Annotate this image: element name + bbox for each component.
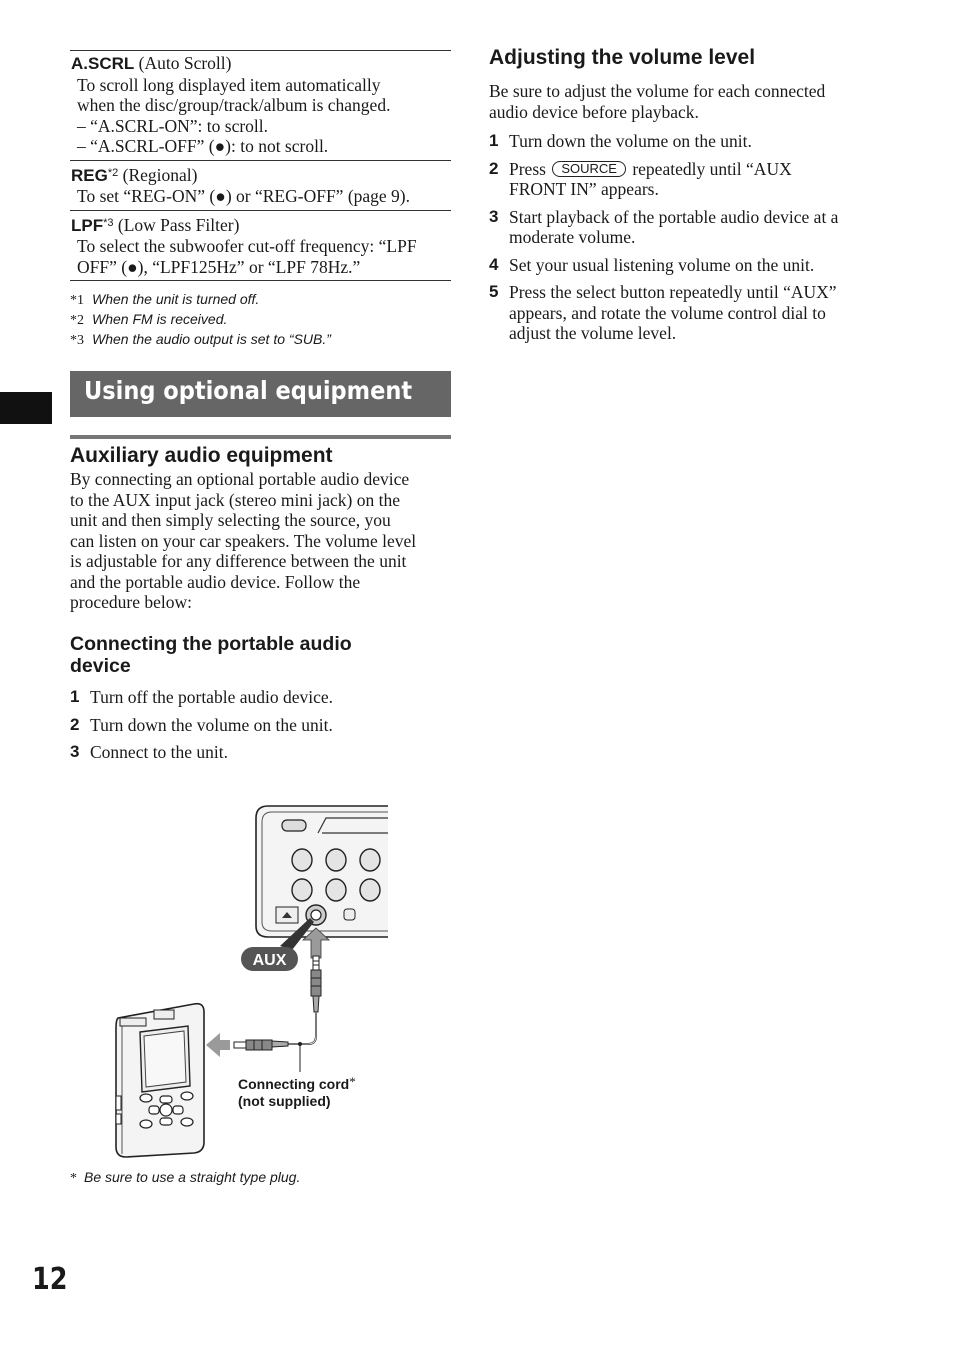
step-text: Turn down the volume on the unit. bbox=[90, 714, 333, 735]
setting-line: – “A.SCRL-ON”: to scroll. bbox=[77, 115, 269, 136]
step-text: adjust the volume level. bbox=[509, 323, 677, 343]
step-item bbox=[70, 687, 455, 708]
footnote-mark: * bbox=[70, 1171, 77, 1186]
heading-line: Connecting the portable audio bbox=[70, 633, 352, 655]
step-number: 4 bbox=[489, 254, 499, 274]
setting-line: – “A.SCRL-OFF” (●): to not scroll. bbox=[77, 136, 329, 156]
cord-note: (not supplied) bbox=[238, 1093, 331, 1109]
step-number: 5 bbox=[489, 282, 499, 301]
step-item bbox=[489, 282, 889, 344]
step-number: 1 bbox=[70, 687, 80, 706]
footnote bbox=[70, 290, 451, 310]
connect-steps bbox=[70, 687, 455, 763]
heading-line: device bbox=[70, 655, 131, 677]
setting-footnote-ref: *3 bbox=[103, 216, 114, 229]
vertical-plug bbox=[311, 956, 321, 1012]
cord-label: Connecting cord bbox=[238, 1076, 350, 1092]
portable-audio-device-illustration bbox=[116, 1004, 204, 1157]
footnote-mark: *3 bbox=[70, 333, 84, 348]
step-item bbox=[489, 131, 889, 152]
settings-table bbox=[70, 50, 451, 281]
body-line: By connecting an optional portable audio device bbox=[70, 469, 410, 489]
footnotes bbox=[70, 290, 451, 350]
step-number: 1 bbox=[489, 131, 499, 150]
step-item bbox=[489, 207, 889, 248]
section-title: Using optional equipment bbox=[84, 376, 413, 405]
connection-illustration bbox=[100, 800, 400, 1165]
volume-intro bbox=[489, 81, 889, 122]
page-number: 12 bbox=[32, 1262, 68, 1297]
footnote-mark: *1 bbox=[70, 293, 84, 308]
step-text: moderate volume. bbox=[509, 227, 636, 247]
volume-steps bbox=[489, 131, 889, 344]
setting-desc: (Auto Scroll) bbox=[138, 53, 232, 73]
step-text: Start playback of the portable audio device at a bbox=[509, 206, 839, 227]
aux-body bbox=[70, 469, 460, 613]
setting-lpf bbox=[70, 210, 451, 282]
setting-ascrl bbox=[70, 50, 451, 160]
setting-desc: (Regional) bbox=[122, 164, 198, 185]
step-text: appears, and rotate the volume control dial to bbox=[509, 302, 826, 323]
setting-line: To scroll long displayed item automatically bbox=[77, 74, 381, 95]
body-line: audio device before playback. bbox=[489, 101, 699, 122]
horizontal-plug bbox=[234, 1040, 288, 1050]
body-line: to the AUX input jack (stereo mini jack) on the bbox=[70, 489, 400, 510]
aux-label: AUX bbox=[252, 952, 287, 969]
setting-name: A.SCRL bbox=[71, 54, 135, 73]
step-text: FRONT IN” appears. bbox=[509, 179, 659, 199]
step-text: Press bbox=[509, 158, 546, 179]
setting-line: To select the subwoofer cut-off frequency: “LPF bbox=[77, 236, 417, 256]
chapter-tab-marker bbox=[0, 392, 52, 424]
footnote-text: When the unit is turned off. bbox=[92, 291, 260, 307]
step-item bbox=[70, 742, 455, 763]
step-text: Turn off the portable audio device. bbox=[90, 687, 334, 707]
footnote-mark: *2 bbox=[70, 313, 84, 328]
setting-line: OFF” (●), “LPF125Hz” or “LPF 78Hz.” bbox=[77, 256, 361, 277]
body-line: unit and then simply selecting the source, you bbox=[70, 510, 391, 530]
setting-name: REG bbox=[71, 165, 108, 185]
setting-footnote-ref: *2 bbox=[107, 166, 119, 179]
car-unit-illustration bbox=[256, 806, 388, 937]
step-text: Press the select button repeatedly until “AUX” bbox=[509, 282, 837, 302]
heading-rule bbox=[70, 435, 451, 439]
aux-heading: Auxiliary audio equipment bbox=[70, 444, 333, 467]
step-number: 2 bbox=[489, 158, 499, 178]
setting-line: To set “REG-ON” (●) or “REG-OFF” (page 9). bbox=[77, 186, 411, 206]
cord-caption bbox=[238, 1073, 356, 1110]
footnote bbox=[70, 330, 451, 350]
setting-reg bbox=[70, 160, 451, 210]
body-line: and the portable audio device. Follow the bbox=[70, 571, 361, 592]
volume-heading: Adjusting the volume level bbox=[489, 46, 756, 69]
setting-name: LPF bbox=[71, 215, 104, 235]
source-button-glyph: SOURCE bbox=[552, 161, 626, 177]
step-item bbox=[489, 255, 889, 276]
body-line: procedure below: bbox=[70, 592, 192, 612]
plug-footnote bbox=[70, 1169, 300, 1187]
connect-heading bbox=[70, 633, 352, 677]
footnote bbox=[70, 310, 451, 330]
step-item bbox=[489, 159, 889, 200]
section-banner bbox=[70, 371, 451, 417]
footnote-text: When the audio output is set to “SUB.” bbox=[92, 331, 331, 347]
step-number: 3 bbox=[489, 206, 499, 226]
cord-asterisk: * bbox=[349, 1074, 356, 1089]
step-text: Set your usual listening volume on the unit. bbox=[509, 254, 815, 275]
setting-line: when the disc/group/track/album is changed. bbox=[77, 95, 391, 115]
body-line: can listen on your car speakers. The volume level bbox=[70, 530, 417, 551]
step-text: Connect to the unit. bbox=[90, 742, 229, 762]
step-item bbox=[70, 715, 455, 736]
step-text: Turn down the volume on the unit. bbox=[509, 131, 752, 151]
body-line: is adjustable for any difference between the unit bbox=[70, 551, 407, 571]
step-number: 3 bbox=[70, 742, 80, 761]
step-number: 2 bbox=[70, 714, 80, 734]
step-text: repeatedly until “AUX bbox=[632, 158, 792, 179]
footnote-text: Be sure to use a straight type plug. bbox=[84, 1169, 301, 1185]
footnote-text: When FM is received. bbox=[92, 311, 228, 327]
setting-desc: (Low Pass Filter) bbox=[117, 214, 240, 235]
body-line: Be sure to adjust the volume for each connected bbox=[489, 81, 826, 101]
